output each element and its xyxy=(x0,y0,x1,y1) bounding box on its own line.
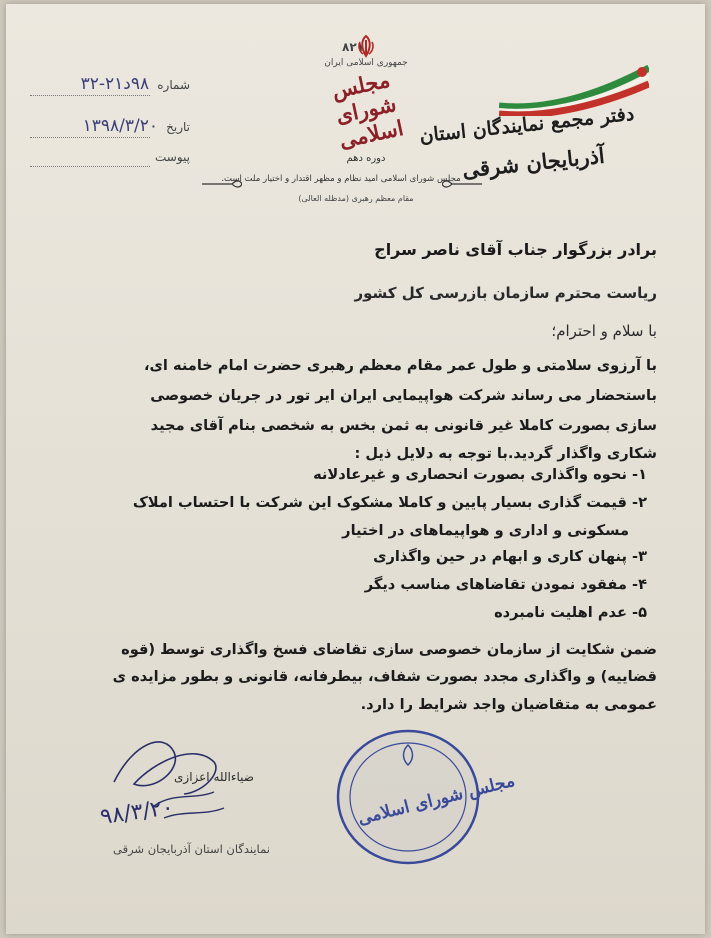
reason-item: ۵- عدم اهلیت نامبرده xyxy=(494,604,647,621)
reason-item: ۲- قیمت گذاری بسیار پایین و کاملا مشکوک این شرکت با احتساب املاک xyxy=(132,494,647,511)
closing-line: قضاییه) و واگذاری مجدد بصورت شفاف، بیطرفانه، قانونی و بطور مزایده ی xyxy=(112,668,657,685)
intro-line: با آرزوی سلامتی و طول عمر مقام معظم رهبری حضرت امام خامنه ای، xyxy=(143,357,657,374)
republic-label: جمهوری اسلامی ایران xyxy=(324,58,408,68)
top-mark: ۸۲۱ xyxy=(342,40,364,54)
intro-line: باستحضار می رساند شرکت هواپیمایی ایران ایر تور در جریان خصوصی xyxy=(150,387,657,404)
intro-line: شکاری واگذار گردید.با توجه به دلایل ذیل : xyxy=(354,445,657,462)
attachment-label: پیوست xyxy=(155,150,190,164)
letter-page xyxy=(6,4,705,934)
date-label: تاریخ xyxy=(166,120,190,134)
number-value: ۹۸د۲۱-۳۲ xyxy=(80,74,150,94)
reason-item-continued: مسکونی و اداری و هواپیماهای در اختیار xyxy=(342,522,629,539)
iran-emblem-icon xyxy=(355,34,377,58)
attachment-field xyxy=(30,150,190,165)
closing-line: ضمن شکایت از سازمان خصوصی سازی تقاضای فسخ واگذاری توسط (قوه xyxy=(121,641,657,658)
signer-role: نمایندگان استان آذربایجان شرقی xyxy=(113,842,270,856)
closing-line: عمومی به متقاضیان واجد شرایط را دارد. xyxy=(360,696,657,713)
motto-source: مقام معظم رهبری (مدظله العالی) xyxy=(298,194,414,203)
majlis-header xyxy=(306,34,426,164)
intro-line: سازی بصورت کاملا غیر قانونی به ثمن بخس به شخصی بنام آقای مجید xyxy=(150,417,657,434)
addressee-title: ریاست محترم سازمان بازرسی کل کشور xyxy=(354,284,657,302)
reason-item: ۴- مفقود نمودن تقاضاهای مناسب دیگر xyxy=(364,576,647,593)
seal-text: مجلس شورای اسلامی xyxy=(355,770,517,830)
addressee: برادر بزرگوار جناب آقای ناصر سراج xyxy=(374,240,657,259)
date-value: ۱۳۹۸/۳/۲۰ xyxy=(82,116,158,136)
handwritten-date: ۹۸/۳/۲۰ xyxy=(98,794,176,831)
number-field xyxy=(30,74,190,94)
number-label: شماره xyxy=(157,78,190,92)
signer-name: ضیاءالله اعزازی xyxy=(174,770,254,784)
reason-item: ۳- پنهان کاری و ابهام در حین واگذاری xyxy=(373,548,647,565)
office-title: دفتر مجمع نمایندگان استان xyxy=(418,102,636,148)
motto: مجلس شورای اسلامی امید نظام و مظهر اقتدار و اختیار ملت است. xyxy=(221,174,461,184)
reason-item: ۱- نحوه واگذاری بصورت انحصاری و غیرعادلانه xyxy=(313,466,647,483)
term-label: دوره دهم xyxy=(346,153,386,164)
date-field xyxy=(30,116,190,136)
majlis-logotype: مجلس شورای اسلامی xyxy=(329,66,406,153)
office-province: آذربایجان شرقی xyxy=(461,142,606,183)
greeting: با سلام و احترام؛ xyxy=(551,322,657,340)
